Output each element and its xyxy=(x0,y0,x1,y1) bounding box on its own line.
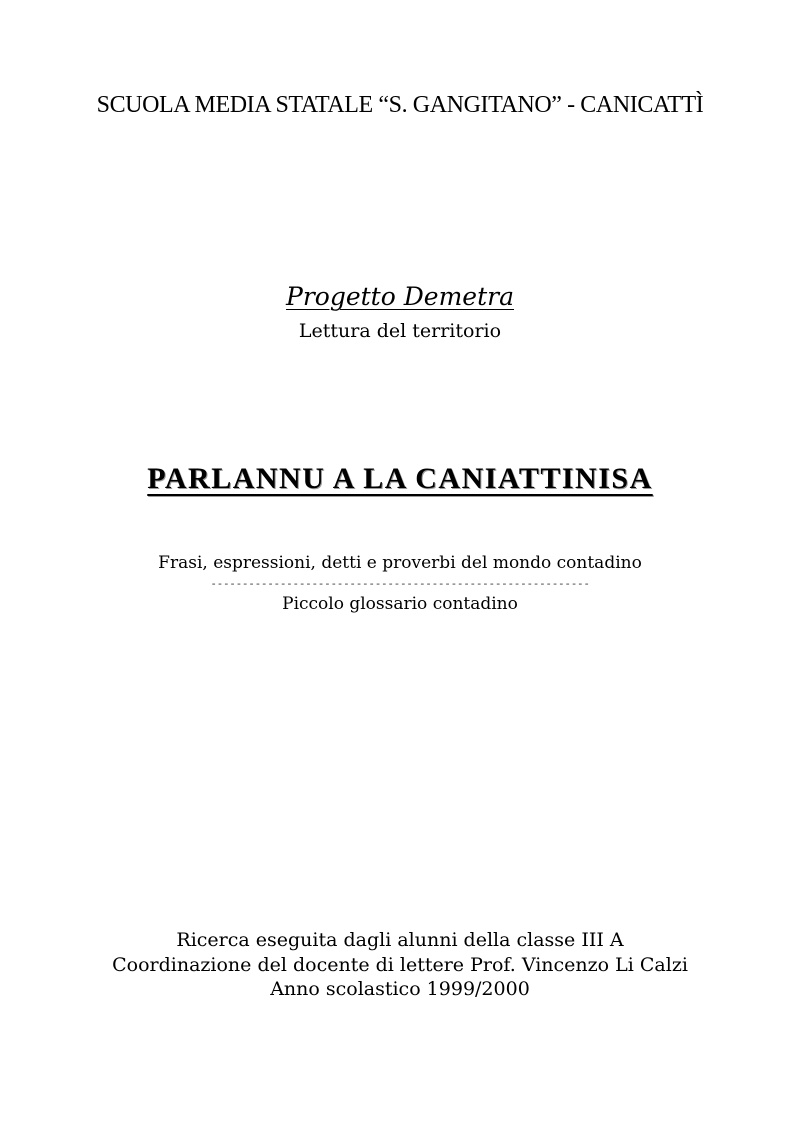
dashed-divider: ------------------------------------------------------------ xyxy=(210,577,590,590)
credit-school-year: Anno scolastico 1999/2000 xyxy=(270,978,530,1000)
document-title: PARLANNU A LA CANIATTINISA xyxy=(147,462,653,495)
project-title: Progetto Demetra xyxy=(286,282,514,311)
credit-coordination: Coordinazione del docente di lettere Prof. Vincenzo Li Calzi xyxy=(112,954,688,976)
project-subtitle: Lettura del territorio xyxy=(298,320,502,342)
document-subtitle-phrases: Frasi, espressioni, detti e proverbi del mondo contadino xyxy=(158,553,642,573)
school-header: SCUOLA MEDIA STATALE “S. GANGITANO” - CANICATTÌ xyxy=(96,92,704,118)
document-subtitle-glossary: Piccolo glossario contadino xyxy=(282,594,518,614)
credit-research: Ricerca eseguita dagli alunni della classe III A xyxy=(176,929,624,951)
